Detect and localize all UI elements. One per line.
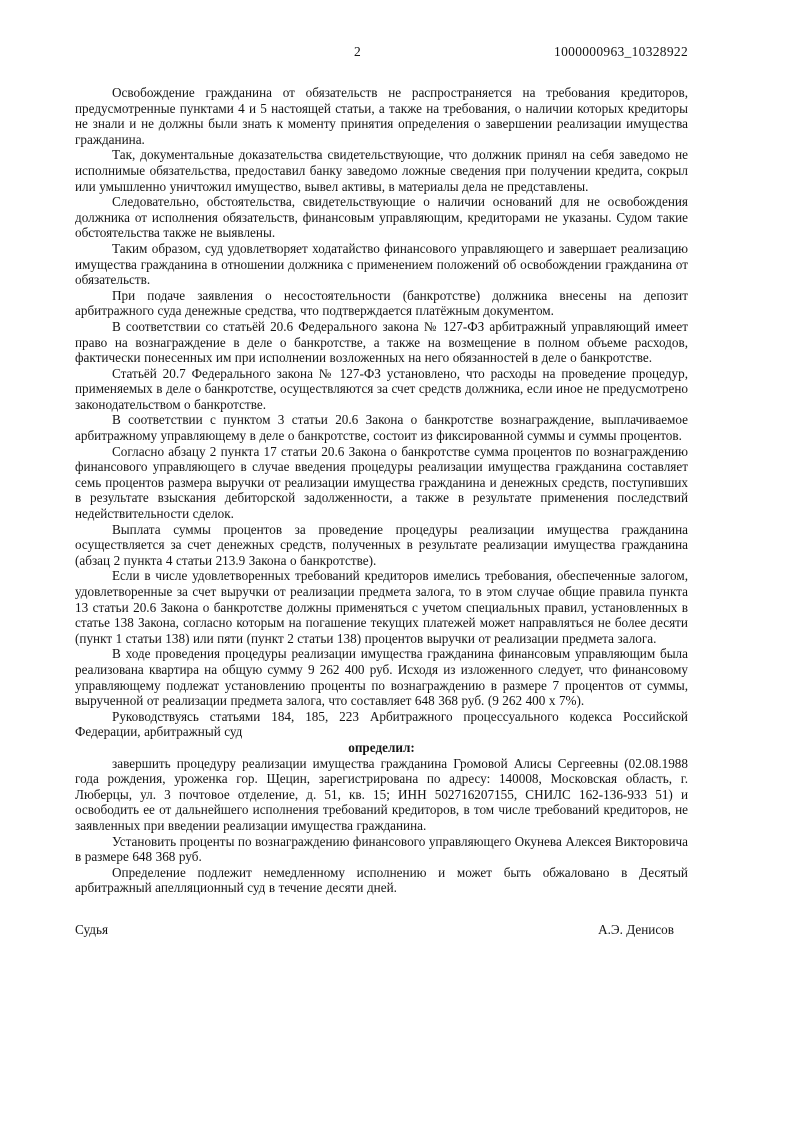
document-body (75, 85, 688, 937)
paragraph: В ходе проведения процедуры реализации имущества гражданина финансовым управляющим была реализована квартира на общую сумму 9 262 400 руб. Исходя из изложенного следует, что финансовому управляющему подлежат установлению проценты по вознаграждению в размере 7 процентов от суммы, вырученной от реализации предмета залога, что составляет 648 368 руб. (9 262 400 х 7%). (75, 646, 688, 709)
paragraph: В соответствии с пунктом 3 статьи 20.6 Закона о банкротстве вознаграждение, выплачиваемое арбитражному управляющему в деле о банкротстве, состоит из фиксированной суммы и суммы процентов. (75, 412, 688, 444)
paragraph: Если в числе удовлетворенных требований кредиторов имелись требования, обеспеченные залогом, удовлетворенные за счет выручки от реализации предмета залога, то в этом случае общие правила пункта 13 статьи 20.6 Закона о банкротстве должны применяться с учетом специальных правил, установленных в статье 138 Закона, согласно которым на погашение текущих платежей может направляться не более десяти (пункт 1 статьи 138) или пяти (пункт 2 статьи 138) процентов выручки от реализации предмета залога. (75, 568, 688, 646)
paragraph: Так, документальные доказательства свидетельствующие, что должник принял на себя заведомо не исполнимые обязательства, предоставил банку заведомо ложные сведения при получении кредита, сокрыл или умышленно уничтожил имущество, вывел активы, в материалы дела не представлены. (75, 147, 688, 194)
judge-name: А.Э. Денисов (598, 921, 674, 937)
paragraph: Согласно абзацу 2 пункта 17 статьи 20.6 Закона о банкротстве сумма процентов по вознаграждению финансового управляющего в случае введения процедуры реализации имущества гражданина составляет семь процентов размера выручки от реализации имущества гражданина и денежных средств, поступивших в результате взыскания дебиторской задолженности, а также в результате применения последствий недействительности сделок. (75, 443, 688, 522)
paragraph: Освобождение гражданина от обязательств не распространяется на требования кредиторов, предусмотренные пунктами 4 и 5 настоящей статьи, а также на требования, о наличии которых кредиторы не знали и не должны были знать к моменту принятия определения о завершении реализации имущества гражданина. (75, 85, 688, 147)
resolution-heading: определил: (348, 739, 415, 755)
paragraph: Выплата суммы процентов за проведение процедуры реализации имущества гражданина осуществляется за счет денежных средств, полученных в результате реализации имущества гражданина (абзац 2 пункта 4 статьи 213.9 Закона о банкротстве). (75, 521, 688, 568)
paragraph: Статьёй 20.7 Федерального закона № 127-ФЗ установлено, что расходы на проведение процедур, применяемых в деле о банкротстве, осуществляются за счет средств должника, если иное не предусмотрено законодательством о банкротстве. (75, 365, 688, 412)
paragraph: В соответствии со статьёй 20.6 Федерального закона № 127-ФЗ арбитражный управляющий имеет право на вознаграждение в деле о банкротстве, а также на возмещение в полном объеме расходов, фактически понесенных им при исполнении возложенных на него обязанностей в деле о банкротстве. (75, 318, 688, 366)
paragraph: Руководствуясь статьями 184, 185, 223 Арбитражного процессуального кодекса Российской Федерации, арбитражный суд (75, 708, 688, 740)
signature-row (75, 922, 688, 938)
paragraph: При подаче заявления о несостоятельности (банкротстве) должника внесены на депозит арбитражного суда денежные средства, что подтверждается платёжным документом. (75, 287, 688, 319)
resolution-paragraph: Определение подлежит немедленному исполнению и может быть обжаловано в Десятый арбитражный апелляционный суд в течение десяти дней. (75, 864, 688, 896)
judge-label: Судья (75, 921, 109, 937)
document-id: 1000000963_10328922 (554, 44, 688, 59)
page-number: 2 (354, 44, 361, 59)
paragraph: Следовательно, обстоятельства, свидетельствующие о наличии оснований для не освобождения должника от исполнения обязательств, финансовым управляющим, кредиторами не указаны. Судом такие обстоятельства также не выявлены. (75, 194, 688, 241)
paragraph: Таким образом, суд удовлетворяет ходатайство финансового управляющего и завершает реализацию имущества гражданина в отношении должника с применением положений об освобождении гражданина от обязательств. (75, 240, 688, 288)
resolution-paragraph: Установить проценты по вознаграждению финансового управляющего Окунева Алексея Викторовича в размере 648 368 руб. (75, 833, 689, 865)
resolution-paragraph: завершить процедуру реализации имущества гражданина Громовой Алисы Сергеевны (02.08.1988 года рождения, уроженка гор. Щецин, зарегистрирована по адресу: 140008, Московская область, г. Люберцы, ул. 3 почтовое отделение, д. 51, кв. 15; ИНН 502716207155, СНИЛС 162-136-933 51) и освободить ее от дальнейшего исполнения требований кредиторов, в том числе требований кредиторов, не заявленных при введении реализации имущества гражданина. (75, 755, 688, 833)
page-header (75, 43, 688, 61)
